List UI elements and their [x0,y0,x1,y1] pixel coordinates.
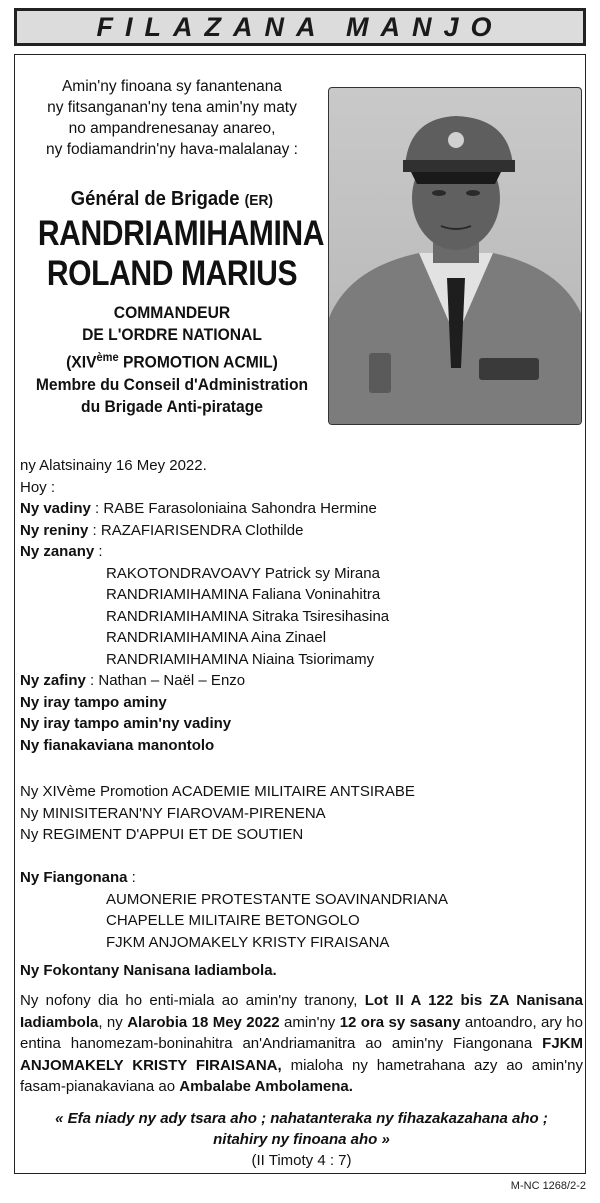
deceased-surname: RANDRIAMIHAMINA [37,214,325,253]
fiangonana-label: Ny Fiangonana [20,869,128,886]
institutions-block [20,781,415,846]
quote-line: « Efa niady ny ady tsara aho ; nahatanteraka ny fihazakazahana aho ; [55,1110,548,1127]
deceased-rank [22,186,322,214]
paragraph-bold: 12 ora sy sasany [339,1013,461,1031]
zafiny-line [20,670,389,692]
family-line [20,735,389,757]
rank-suffix: (ER) [244,192,274,209]
family-line-text: Ny iray tampo aminy [20,693,167,711]
vadiny-value: : RABE Farasoloniaina Sahondra Hermine [90,500,377,517]
rank-text: Général de Brigade [70,188,240,210]
zanany-item: RANDRIAMIHAMINA Sitraka Tsiresihasina [106,607,390,625]
footer-reference: M-NC 1268/2-2 [510,1180,586,1192]
promotion-prefix: (XIV [66,352,97,372]
intro-line: ny fitsanganan'ny tena amin'ny maty [47,99,297,116]
portrait-illustration [329,88,582,425]
family-line [20,692,389,714]
promotion-sup: ème [96,350,119,364]
paragraph-text: mialoha ny hametrahana azy ao amin'ny fasam-pianakaviana ao [20,1056,583,1095]
zanany-item: RAKOTONDRAVOAVY Patrick sy Mirana [106,564,380,582]
fiangonana-item: CHAPELLE MILITAIRE BETONGOLO [106,912,360,929]
role-line: du Brigade Anti-piratage [81,396,263,416]
institution-line: Ny XIVème Promotion ACADEMIE MILITAIRE ANTSIRABE [20,783,415,800]
zanany-item: RANDRIAMIHAMINA Aina Zinael [106,629,327,646]
reniny-label: Ny reniny [20,521,89,539]
zafiny-label: Ny zafiny [20,672,86,689]
bible-quote [20,1108,583,1171]
fokontany-line [20,960,277,982]
reniny-line [20,520,389,542]
zanany-item: RANDRIAMIHAMINA Faliana Voninahitra [106,586,381,603]
fiangonana-item: FJKM ANJOMAKELY KRISTY FIRAISANA [106,933,390,951]
paragraph-bold: Alarobia 18 Mey 2022 [127,1013,280,1031]
intro-text [22,76,322,160]
paragraph-text: antoandro, ary ho entina hanomezam-boninahitra an'Andriamanitra ao amin'ny Fiangonana [20,1013,583,1052]
paragraph-text: , ny [98,1013,128,1031]
fiangonana-block [20,867,448,953]
ceremony-paragraph [20,990,583,1098]
deceased-name [16,214,328,294]
portrait-photo [328,87,582,425]
hoy-line: Hoy : [20,478,56,496]
vadiny-line [20,498,389,520]
zanany-suffix: : [94,543,103,560]
zanany-item: RANDRIAMIHAMINA Niaina Tsiorimamy [106,650,375,668]
vadiny-label: Ny vadiny [20,500,91,517]
role-line: Membre du Conseil d'Administration [35,374,309,394]
promotion-rest: PROMOTION ACMIL) [118,352,278,372]
institution-line: Ny REGIMENT D'APPUI ET DE SOUTIEN [20,826,304,843]
paragraph-bold: Lot II A 122 bis ZA Nanisana Iadiambola [20,992,583,1031]
deceased-given-names: ROLAND MARIUS [46,254,298,293]
title-line: DE L'ORDRE NATIONAL [82,325,262,344]
family-line-text: Ny fianakaviana manontolo [20,736,215,754]
promotion-line [32,346,312,374]
reniny-value: : RAZAFIARISENDRA Clothilde [88,521,304,539]
zanany-line [20,541,389,563]
intro-line: ny fodiamandrin'ny hava-malalanay : [46,141,298,158]
announcement-body [20,455,389,756]
zafiny-value: : Nathan – Naël – Enzo [85,672,246,689]
intro-line: no ampandrenesanay anareo, [68,120,276,137]
paragraph-bold: FJKM ANJOMAKELY KRISTY FIRAISANA, [20,1035,583,1074]
zanany-label: Ny zanany [20,543,95,560]
paragraph-text: Ny nofony dia ho enti-miala ao amin'ny tranony, [20,992,365,1009]
intro-line: Amin'ny finoana sy fanantenana [61,78,283,95]
title-line: COMMANDEUR [113,303,231,322]
announcement-header [14,8,586,46]
date-line: ny Alatsinainy 16 Mey 2022. [20,457,207,474]
quote-line: nitahiry ny finoana aho » [213,1131,390,1148]
fokontany-text: Ny Fokontany Nanisana Iadiambola. [20,962,277,979]
fiangonana-line [20,867,448,889]
quote-reference: (II Timoty 4 : 7) [251,1152,352,1169]
fiangonana-suffix: : [127,869,136,886]
fiangonana-item: AUMONERIE PROTESTANTE SOAVINANDRIANA [106,890,448,908]
paragraph-text: amin'ny [279,1013,340,1031]
deceased-titles [20,302,324,418]
header-title: FILAZANA MANJO [96,11,504,42]
paragraph-bold: Ambalabe Ambolamena. [179,1078,353,1095]
institution-line: Ny MINISITERAN'NY FIAROVAM-PIRENENA [20,804,326,822]
family-line-text: Ny iray tampo amin'ny vadiny [20,715,232,732]
family-line [20,713,389,735]
